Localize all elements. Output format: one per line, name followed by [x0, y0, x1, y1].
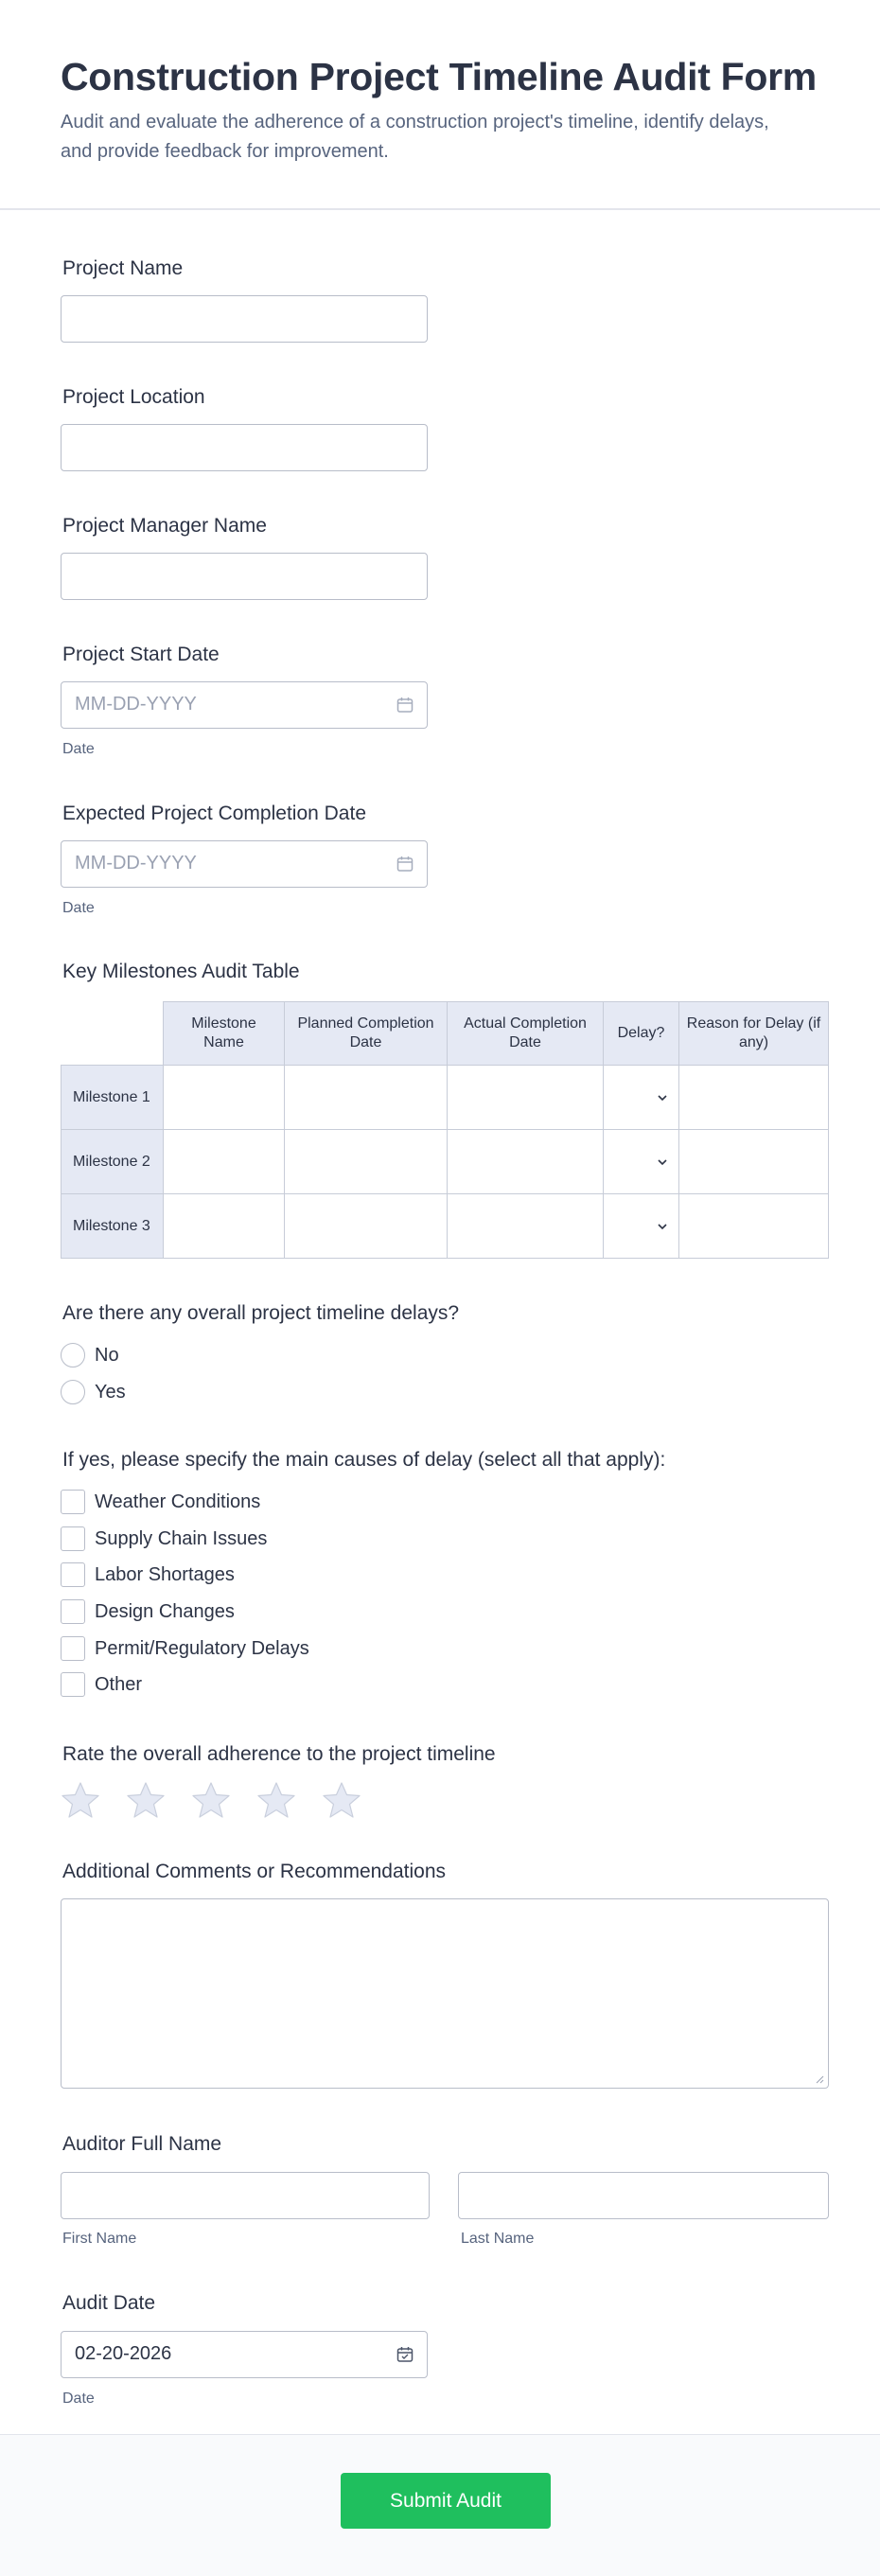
- reason-cell[interactable]: [679, 1194, 829, 1259]
- start-date-sublabel: Date: [62, 741, 95, 757]
- project-name-input[interactable]: [61, 295, 428, 343]
- column-header: Planned Completion Date: [285, 1002, 448, 1066]
- project-name-label: Project Name: [62, 257, 184, 279]
- star-icon[interactable]: [61, 1781, 100, 1819]
- start-date-input[interactable]: [61, 681, 428, 729]
- checkbox-label: Permit/Regulatory Delays: [95, 1637, 309, 1659]
- actual-date-cell[interactable]: [448, 1066, 604, 1130]
- radio-option-yes[interactable]: [61, 1379, 126, 1405]
- first-name-input[interactable]: [61, 2172, 430, 2219]
- column-header: Reason for Delay (if any): [679, 1002, 829, 1066]
- table-corner: [62, 1002, 164, 1066]
- completion-date-input[interactable]: [61, 840, 428, 888]
- row-header: Milestone 2: [62, 1130, 164, 1194]
- checkbox[interactable]: [61, 1562, 85, 1587]
- comments-textarea[interactable]: [61, 1898, 829, 2089]
- checkbox[interactable]: [61, 1636, 85, 1661]
- milestone-name-cell[interactable]: [164, 1066, 285, 1130]
- checkbox-option-other[interactable]: [61, 1671, 142, 1698]
- chevron-down-icon: [658, 1222, 667, 1231]
- completion-date-sublabel: Date: [62, 900, 95, 916]
- milestones-table: [61, 1001, 829, 1259]
- delay-select[interactable]: [604, 1066, 679, 1130]
- project-location-input[interactable]: [61, 424, 428, 471]
- calendar-icon[interactable]: [396, 2346, 414, 2363]
- rating-label: Rate the overall adherence to the project timeline: [62, 1743, 496, 1765]
- checkbox[interactable]: [61, 1490, 85, 1514]
- row-header: Milestone 1: [62, 1066, 164, 1130]
- checkbox-option-weather[interactable]: [61, 1489, 260, 1515]
- checkbox-label: Other: [95, 1673, 143, 1695]
- milestone-name-cell[interactable]: [164, 1194, 285, 1259]
- checkbox-option-supply-chain[interactable]: [61, 1526, 267, 1552]
- checkbox[interactable]: [61, 1526, 85, 1551]
- reason-cell[interactable]: [679, 1066, 829, 1130]
- first-name-sublabel: First Name: [62, 2231, 137, 2247]
- checkbox-label: Labor Shortages: [95, 1563, 235, 1585]
- checkbox-label: Supply Chain Issues: [95, 1527, 268, 1549]
- planned-date-cell[interactable]: [285, 1130, 448, 1194]
- table-row: [62, 1194, 829, 1259]
- calendar-icon[interactable]: [396, 856, 414, 873]
- reason-cell[interactable]: [679, 1130, 829, 1194]
- delay-select[interactable]: [604, 1194, 679, 1259]
- last-name-sublabel: Last Name: [461, 2231, 535, 2247]
- chevron-down-icon: [658, 1093, 667, 1103]
- form-description: Audit and evaluate the adherence of a construction project's timeline, identify delays, and provide feedback for improvement.: [61, 112, 769, 162]
- resize-handle-icon[interactable]: [815, 2074, 824, 2084]
- planned-date-cell[interactable]: [285, 1066, 448, 1130]
- submit-button[interactable]: Submit Audit: [341, 2473, 551, 2529]
- star-icon[interactable]: [256, 1781, 296, 1819]
- checkbox-label: Weather Conditions: [95, 1491, 261, 1512]
- causes-question-label: If yes, please specify the main causes of delay (select all that apply):: [62, 1449, 666, 1471]
- column-header: Delay?: [604, 1002, 679, 1066]
- star-icon[interactable]: [126, 1781, 166, 1819]
- audit-date-label: Audit Date: [62, 2292, 156, 2314]
- radio-label: No: [95, 1344, 119, 1366]
- auditor-name-label: Auditor Full Name: [62, 2133, 222, 2155]
- checkbox-option-labor[interactable]: [61, 1561, 235, 1588]
- checkbox[interactable]: [61, 1672, 85, 1697]
- checkbox-option-design[interactable]: [61, 1598, 235, 1625]
- chevron-down-icon: [658, 1157, 667, 1167]
- checkbox[interactable]: [61, 1599, 85, 1624]
- delay-select[interactable]: [604, 1130, 679, 1194]
- audit-date-sublabel: Date: [62, 2391, 95, 2407]
- start-date-label: Project Start Date: [62, 644, 220, 665]
- radio-option-no[interactable]: [61, 1342, 119, 1368]
- checkbox-label: Design Changes: [95, 1600, 235, 1622]
- completion-date-label: Expected Project Completion Date: [62, 803, 366, 824]
- comments-label: Additional Comments or Recommendations: [62, 1861, 447, 1882]
- row-header: Milestone 3: [62, 1194, 164, 1259]
- milestone-name-cell[interactable]: [164, 1130, 285, 1194]
- audit-date-value: 02-20-2026: [75, 2343, 172, 2364]
- completion-date-placeholder: MM-DD-YYYY: [75, 853, 197, 873]
- planned-date-cell[interactable]: [285, 1194, 448, 1259]
- star-icon[interactable]: [191, 1781, 231, 1819]
- actual-date-cell[interactable]: [448, 1194, 604, 1259]
- form-header: [0, 0, 880, 210]
- audit-date-input[interactable]: [61, 2331, 428, 2378]
- milestones-label: Key Milestones Audit Table: [62, 961, 300, 982]
- checkbox-option-permit[interactable]: [61, 1635, 309, 1662]
- last-name-input[interactable]: [458, 2172, 829, 2219]
- start-date-placeholder: MM-DD-YYYY: [75, 694, 197, 715]
- table-row: [62, 1066, 829, 1130]
- form-title: Construction Project Timeline Audit Form: [61, 55, 817, 98]
- table-row: [62, 1130, 829, 1194]
- column-header: Actual Completion Date: [448, 1002, 604, 1066]
- project-manager-label: Project Manager Name: [62, 515, 267, 537]
- star-icon[interactable]: [322, 1781, 361, 1819]
- form-footer: [0, 2434, 880, 2576]
- actual-date-cell[interactable]: [448, 1130, 604, 1194]
- radio-button[interactable]: [61, 1380, 85, 1404]
- radio-button[interactable]: [61, 1343, 85, 1367]
- project-manager-input[interactable]: [61, 553, 428, 600]
- project-location-label: Project Location: [62, 386, 205, 408]
- radio-label: Yes: [95, 1381, 126, 1403]
- delays-question-label: Are there any overall project timeline delays?: [62, 1302, 460, 1324]
- calendar-icon[interactable]: [396, 697, 414, 714]
- column-header: Milestone Name: [164, 1002, 285, 1066]
